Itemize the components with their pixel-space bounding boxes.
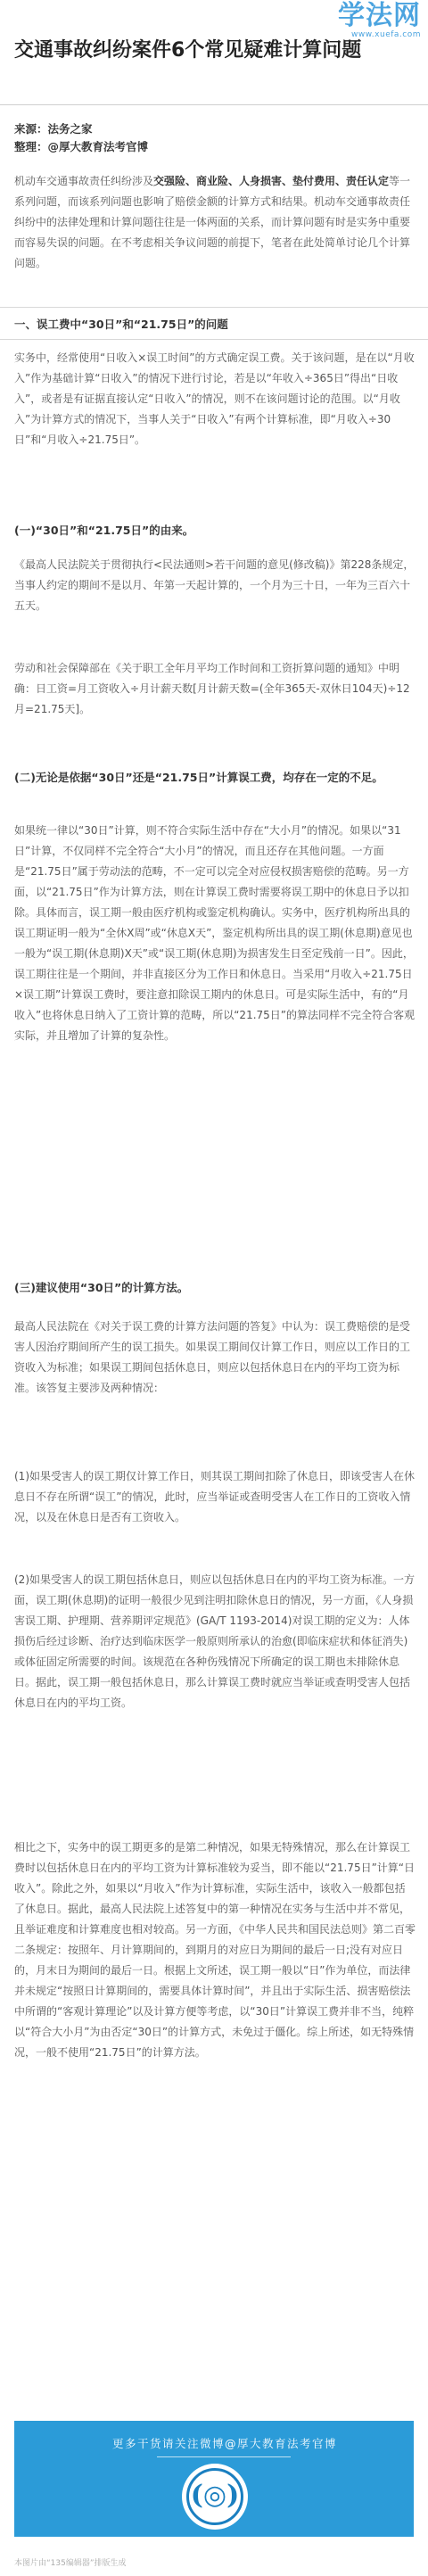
watermark-url: www.xuefa.com: [351, 30, 421, 39]
article-title: 交通事故纠纷案件6个常见疑难计算问题: [14, 39, 362, 62]
section-1-paragraph-6: (1)如果受害人的误工期仅计算工作日，则其误工期间扣除了休息日，即该受害人在休息日不存在所谓“误工”的情况，此时，应当举证或查明受害人在工作日的工资收入情况，以及在休息日是否有工资收入。: [14, 1470, 416, 1523]
intro-paragraph: [14, 171, 416, 274]
follow-banner[interactable]: [14, 2421, 414, 2537]
subsection-1-heading: (一)“30日”和“21.75日”的由来。: [14, 524, 194, 537]
section-1-paragraph-3: 劳动和社会保障部在《关于职工全年月平均工作时间和工资折算问题的通知》中明确：日工资=月工资收入÷月计薪天数[月计薪天数=(全年365天-双休日104天)÷12月=21.75天]。: [14, 662, 410, 715]
section-divider: [0, 307, 428, 308]
title-divider: [0, 104, 428, 105]
section-1-heading: 一、误工费中“30日”和“21.75日”的问题: [14, 318, 228, 331]
section-1-paragraph-1: 实务中，经常使用“日收入×误工时间”的方式确定误工费。关于该问题，是在以“月收入”作为基础计算“日收入”的情况下进行讨论，若是以“年收入÷365日”得出“日收入”，或者是有证据直接认定“日收入”的情况，则不在该问题讨论的范围。以“月收入”为计算方式的情况下，当事人关于“日收入”有两个计算标准，即“月收入÷30日”和“月收入÷21.75日”。: [14, 351, 415, 446]
section-divider: [0, 339, 428, 340]
footer-credit: 本图片由“135编辑器”排版生成: [14, 2559, 127, 2568]
section-1-paragraph-7: (2)如果受害人的误工期包括休息日，则应以包括休息日在内的平均工资为标准。一方面，误工期(休息期)的证明一般很少见到注明扣除休息日的情况，另一方面，《人身损害误工期、护理期、营养期评定规范》(GA/T 1193-2014)对误工期的定义为：人体损伤后经过诊断、治疗达到临床医学一般原则所承认的治愈(即临床症状和体征消失)或体征固定所需要的时间。该规范在各种伤残情况下所确定的误工期也未排除休息日。据此，误工期一般包括休息日，那么计算误工费时就应当举证或查明受害人包括休息日在内的平均工资。: [14, 1573, 416, 1709]
brand-logo-icon: (◎): [190, 2480, 240, 2511]
article-source: 来源：法务之家: [14, 122, 93, 136]
section-1-paragraph-8: 相比之下，实务中的误工期更多的是第二种情况，如果无特殊情况，那么在计算误工费时以包括休息日在内的平均工资为计算标准较为妥当，即不能以“21.75日”计算“日收入”。除此之外，如果以“月收入”作为计算标准，实际生活中，该收入一般都包括了休息日。据此，最高人民法院上述答复中的第一种情况在实务与生活中并不常见，且举证难度和计算难度也相对较高。另一方面，《中华人民共和国民法总则》第二百零二条规定：按照年、月计算期间的，到期月的对应日为期间的最后一日;没有对应日的，月末日为期间的最后一日。根据上文所述，误工期一般以“日”作为单位，而法律并未规定“按照日计算期间的，需要具体计算时间”，并且出于实际生活、损害赔偿法中所谓的“客观计算理论”以及计算方便等考虑，以“30日”计算误工费并非不当，纯粹以“符合大小月”为由否定“30日”的计算方式，未免过于僵化。综上所述，如无特殊情况，一般不使用“21.75日”的计算方法。: [14, 1841, 416, 2059]
intro-emphasis: 交强险、商业险、人身损害、垫付费用、责任认定: [153, 175, 390, 187]
article-editor: 整理：@厚大教育法考官博: [14, 140, 149, 153]
section-1-paragraph-4: 如果统一律以“30日”计算，则不符合实际生活中存在“大小月”的情况。如果以“31日”计算，不仅同样不完全符合“大小月”的情况，而且还存在其他问题。一方面是“21.75日”属于劳动法的范畴，不一定可以完全对应侵权损害赔偿的范畴。另一方面，以“21.75日”作为计算方法，则在计算误工费时需要将误工期中的休息日予以扣除。具体而言，误工期一般由医疗机构或鉴定机构确认。实务中，医疗机构所出具的误工期证明一般为“全休X周”或“休息X天”，鉴定机构所出具的误工期(休息期)意见也一般为“误工期(休息期)X天”或“误工期(休息期)为损害发生日至定残前一日”。因此，误工期往往是一个期间，并非直接区分为工作日和休息日。当采用“月收入÷21.75日×误工期”计算误工费时，要注意扣除误工期内的休息日。可是实际生活中，有的“月收入”也将休息日纳入了工资计算的范畴，所以“21.75日”的算法同样不完全符合客观实际，并且增加了计算的复杂性。: [14, 824, 416, 1042]
intro-text: 等一系列问题，而该系列问题也影响了赔偿金额的计算方式和结果。机动车交通事故责任纠纷中的法律处理和计算问题往往是一体两面的关系，而计算问题有时是实务中重要而容易失误的问题。在不考虑相关争议问题的前提下，笔者在此处简单讨论几个计算问题。: [14, 175, 411, 269]
site-watermark: [338, 2, 421, 39]
section-1-paragraph-5: 最高人民法院在《对关于误工费的计算方法问题的答复》中认为：误工费赔偿的是受害人因治疗期间所产生的误工损失。如果误工期间仅计算工作日，则应以工作日的工资收入为标准；如果误工期间包括休息日，则应以包括休息日在内的平均工资为标准。该答复主要涉及两种情况：: [14, 1320, 411, 1394]
subsection-2-heading: (二)无论是依据“30日”还是“21.75日”计算误工费，均存在一定的不足。: [14, 771, 383, 784]
subsection-3-heading: (三)建议使用“30日”的计算方法。: [14, 1281, 189, 1294]
intro-text: 机动车交通事故责任纠纷涉及: [14, 175, 154, 187]
banner-divider: [157, 2456, 291, 2457]
banner-text: 更多干货请关注微博@厚大教育法考官博: [111, 2437, 337, 2450]
section-1-paragraph-2: 《最高人民法院关于贯彻执行<民法通则>若干问题的意见(修改稿)》第228条规定，当事人约定的期间不是以月、年第一天起计算的，一个月为三十日，一年为三百六十五天。: [14, 558, 415, 612]
watermark-logo-text: 学法网: [338, 0, 421, 31]
